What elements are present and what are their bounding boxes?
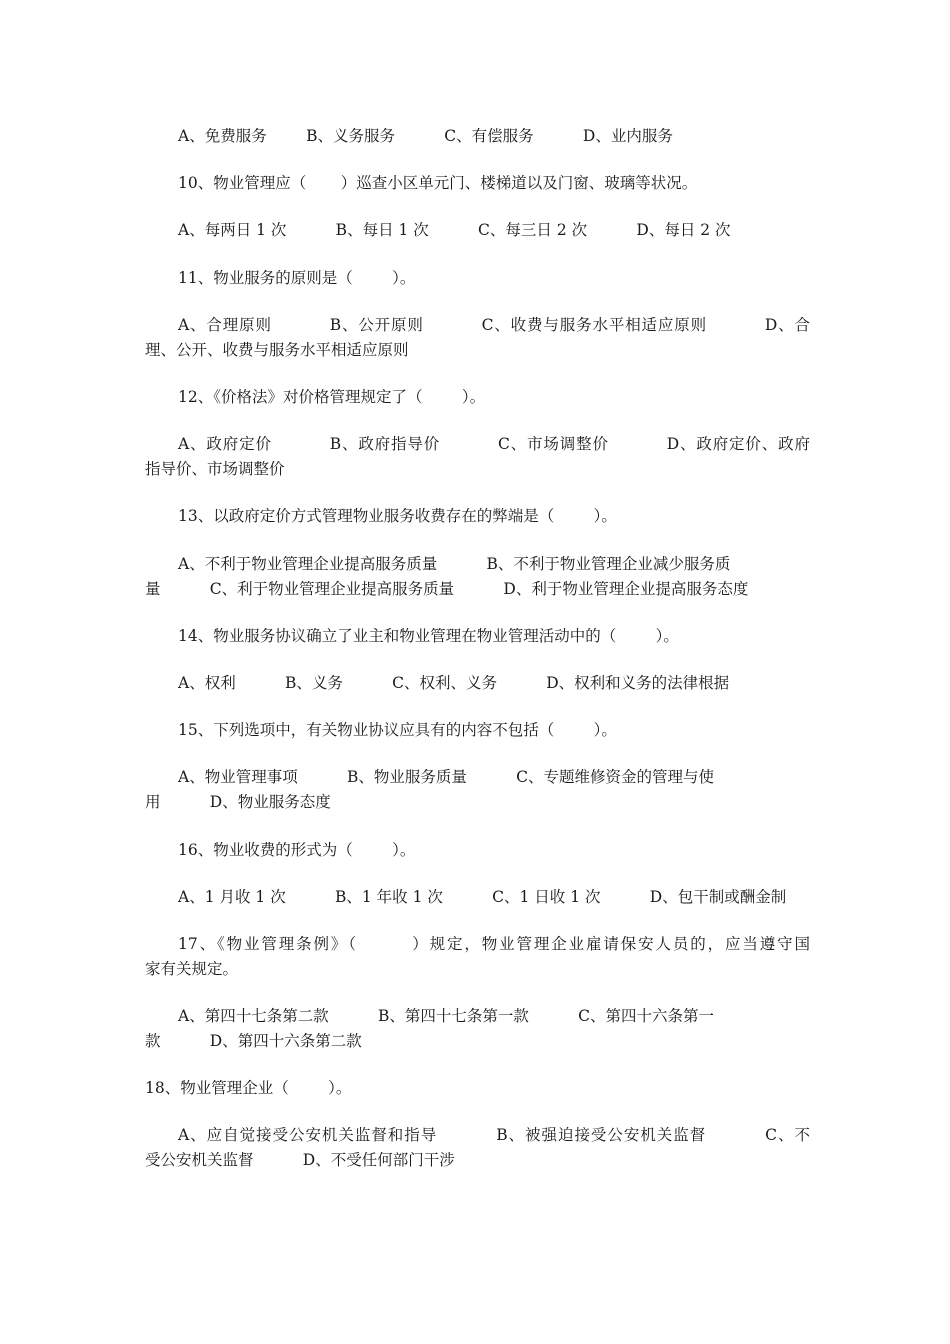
q17-options-line2: 款 D、第四十六条第二款 bbox=[145, 1032, 362, 1050]
q16-options: A、1 月收 1 次 B、1 年收 1 次 C、1 日收 1 次 D、包干制或酬金制 bbox=[178, 888, 787, 906]
q15-options-line2: 用 D、物业服务态度 bbox=[145, 793, 331, 811]
q13-stem: 13、以政府定价方式管理物业服务收费存在的弊端是（ ）。 bbox=[178, 507, 617, 525]
q18-options-line1: A、应自觉接受公安机关监督和指导 B、被强迫接受公安机关监督 C、不 bbox=[178, 1126, 810, 1144]
q18-stem: 18、物业管理企业（ ）。 bbox=[145, 1079, 352, 1097]
q11-stem: 11、物业服务的原则是（ ）。 bbox=[178, 269, 416, 287]
q17-stem-line1: 17、《物业管理条例》（ ）规定，物业管理企业雇请保安人员的，应当遵守国 bbox=[178, 935, 810, 953]
q11-options-line1: A、合理原则 B、公开原则 C、收费与服务水平相适应原则 D、合 bbox=[178, 316, 810, 334]
q10-stem: 10、物业管理应（ ）巡查小区单元门、楼梯道以及门窗、玻璃等状况。 bbox=[178, 174, 698, 192]
q14-options: A、权利 B、义务 C、权利、义务 D、权利和义务的法律根据 bbox=[178, 674, 730, 692]
q11-options-line2: 理、公开、收费与服务水平相适应原则 bbox=[145, 341, 409, 359]
q12-options-line1: A、政府定价 B、政府指导价 C、市场调整价 D、政府定价、政府 bbox=[178, 435, 810, 453]
q17-stem-line2: 家有关规定。 bbox=[145, 960, 239, 978]
q17-options-line1: A、第四十七条第二款 B、第四十七条第一款 C、第四十六条第一 bbox=[178, 1007, 714, 1025]
q15-stem: 15、下列选项中，有关物业协议应具有的内容不包括（ ）。 bbox=[178, 721, 617, 739]
q12-options-line2: 指导价、市场调整价 bbox=[145, 460, 285, 478]
q10-options: A、每两日 1 次 B、每日 1 次 C、每三日 2 次 D、每日 2 次 bbox=[178, 221, 731, 239]
q13-options-line2: 量 C、利于物业管理企业提高服务质量 D、利于物业管理企业提高服务态度 bbox=[145, 580, 749, 598]
q18-options-line2: 受公安机关监督 D、不受任何部门干涉 bbox=[145, 1151, 455, 1169]
q9-options: A、免费服务 B、义务服务 C、有偿服务 D、业内服务 bbox=[178, 127, 673, 145]
q13-options-line1: A、不利于物业管理企业提高服务质量 B、不利于物业管理企业减少服务质 bbox=[178, 555, 731, 573]
q14-stem: 14、物业服务协议确立了业主和物业管理在物业管理活动中的（ ）。 bbox=[178, 627, 679, 645]
q12-stem: 12、《价格法》对价格管理规定了（ ）。 bbox=[178, 388, 486, 406]
q16-stem: 16、物业收费的形式为（ ）。 bbox=[178, 841, 416, 859]
q15-options-line1: A、物业管理事项 B、物业服务质量 C、专题维修资金的管理与使 bbox=[178, 768, 714, 786]
